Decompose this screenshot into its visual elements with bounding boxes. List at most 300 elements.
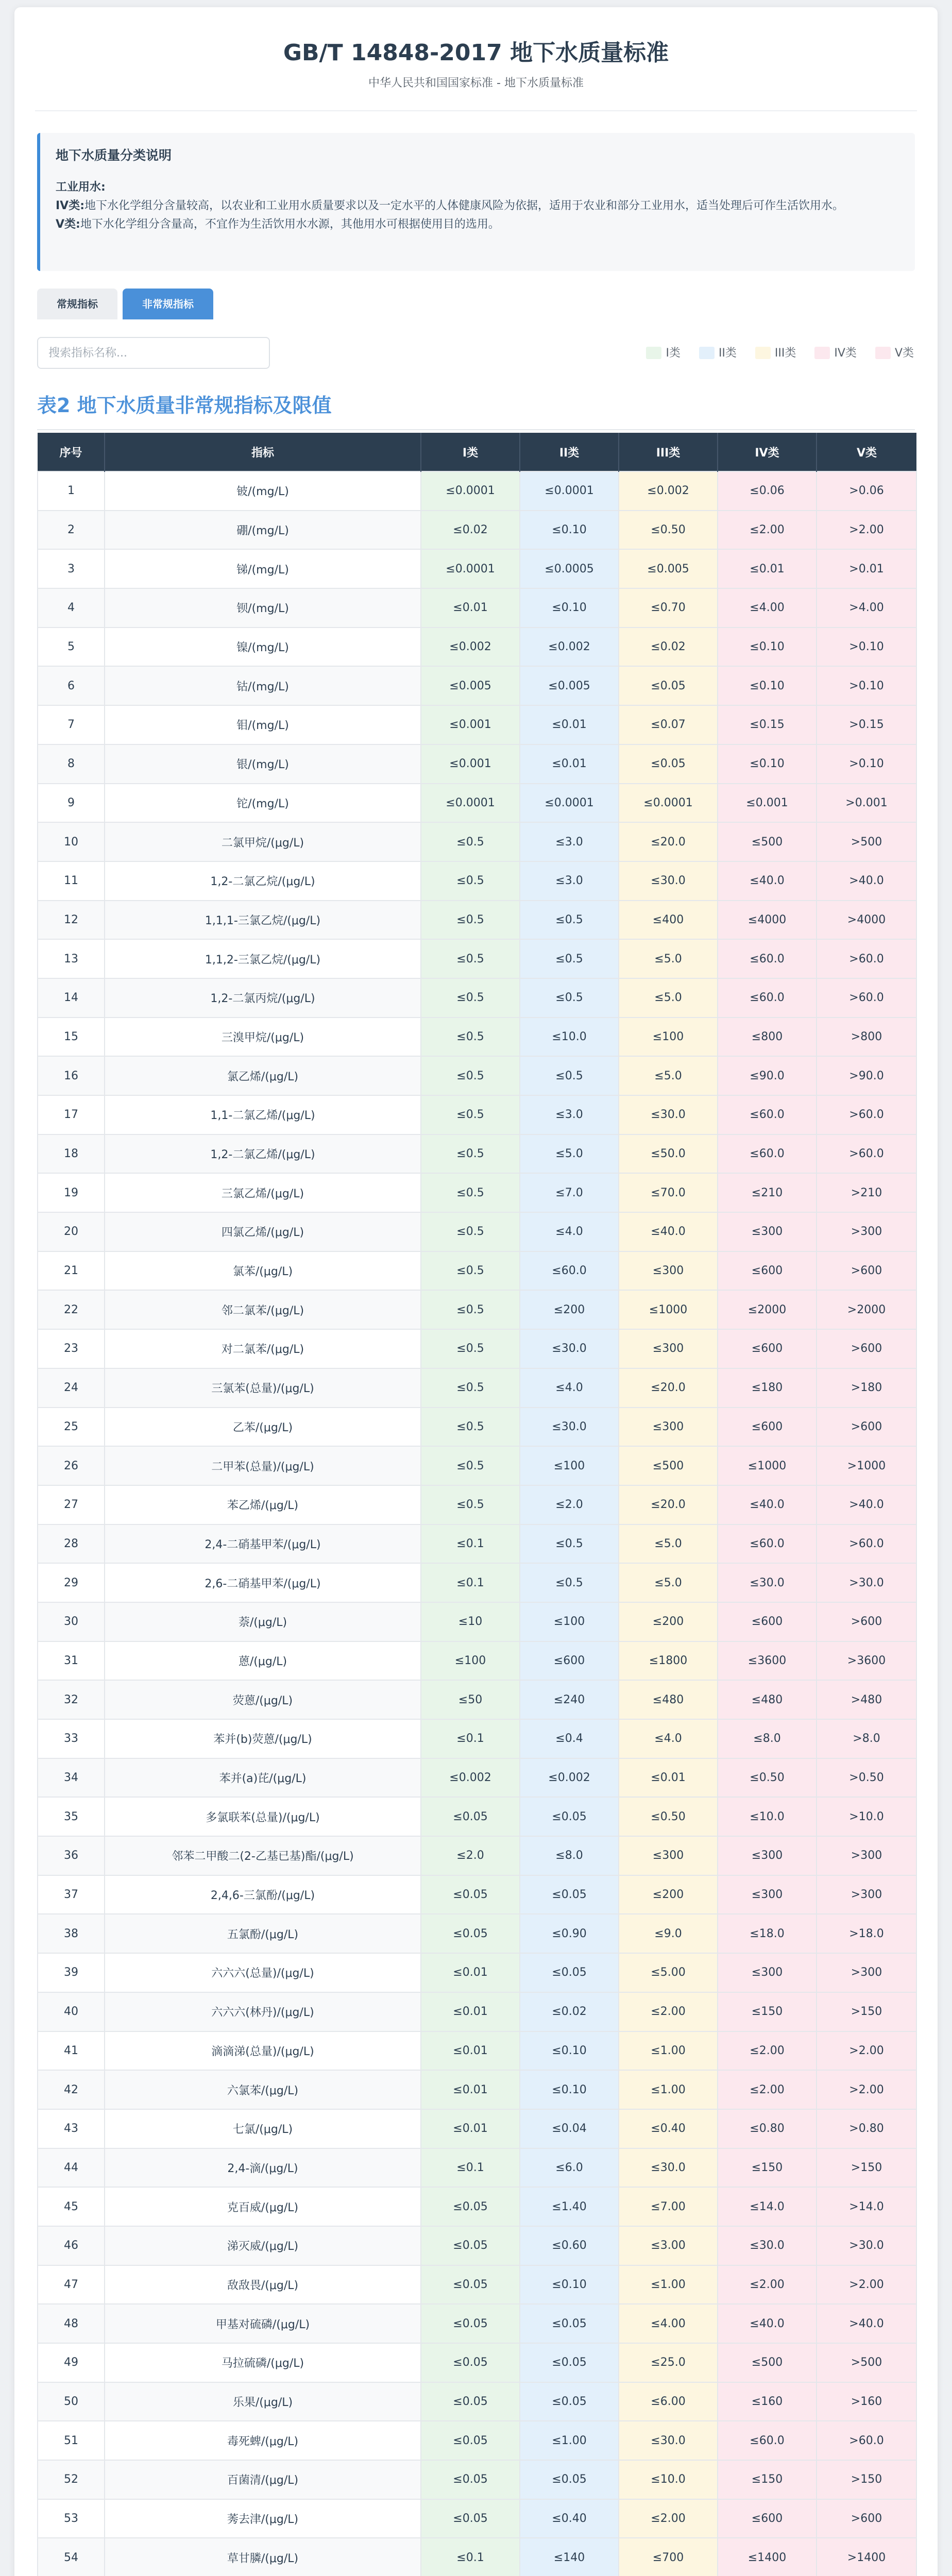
table-cell: ≤300: [619, 1329, 718, 1368]
table-cell: ≤1.00: [619, 2031, 718, 2071]
table-cell: ≤0.5: [421, 1485, 520, 1524]
table-cell: ≤20.0: [619, 1485, 718, 1524]
table-row: [38, 978, 916, 1018]
table-row: [38, 744, 916, 784]
notice-title: 地下水质量分类说明: [56, 148, 172, 163]
table-cell: >60.0: [817, 978, 916, 1018]
notice-line-industrial: [56, 178, 900, 197]
table-cell: ≤0.05: [520, 2304, 619, 2343]
table-cell: ≤60.0: [718, 939, 817, 978]
table-cell: 39: [38, 1953, 105, 1992]
table-row: [38, 2031, 916, 2071]
table-row: [38, 2499, 916, 2538]
table-cell: ≤0.70: [619, 588, 718, 628]
table-cell: ≤0.02: [421, 511, 520, 550]
table-cell: ≤3.00: [619, 2226, 718, 2265]
table-cell: ≤240: [520, 1680, 619, 1719]
notice-line-class-v: [56, 215, 900, 234]
table-cell: ≤30.0: [619, 2148, 718, 2188]
table-cell: 52: [38, 2460, 105, 2499]
table-cell: ≤10: [421, 1602, 520, 1641]
table-row: [38, 1563, 916, 1602]
table-cell: >160: [817, 2382, 916, 2421]
table-cell: ≤0.05: [421, 1914, 520, 1953]
table-cell: ≤2.0: [520, 1485, 619, 1524]
table-cell: >30.0: [817, 1563, 916, 1602]
table-cell: ≤40.0: [718, 861, 817, 901]
table-cell: 29: [38, 1563, 105, 1602]
table-cell: >150: [817, 1992, 916, 2031]
table-cell: 11: [38, 861, 105, 901]
table-cell: ≤0.5: [421, 1290, 520, 1329]
table-cell: 5: [38, 628, 105, 667]
table-row: [38, 471, 916, 511]
table-cell: ≤60.0: [718, 978, 817, 1018]
table-row: [38, 861, 916, 901]
table-cell: ≤0.10: [520, 2265, 619, 2304]
table-row: [38, 1914, 916, 1953]
table-cell: 对二氯苯/(μg/L): [105, 1329, 421, 1368]
table-cell: ≤30.0: [718, 2226, 817, 2265]
table-cell: ≤4.00: [718, 588, 817, 628]
table-row: [38, 2226, 916, 2265]
table-cell: 三氯乙烯/(μg/L): [105, 1173, 421, 1212]
table-cell: >600: [817, 1251, 916, 1291]
table-cell: 莠去津/(μg/L): [105, 2499, 421, 2538]
table-cell: >40.0: [817, 1485, 916, 1524]
table-cell: ≤0.002: [520, 628, 619, 667]
table-cell: ≤0.02: [520, 1992, 619, 2031]
table-row: [38, 2538, 916, 2576]
table-cell: ≤5.0: [619, 978, 718, 1018]
table-cell: ≤0.5: [421, 1446, 520, 1485]
table-cell: ≤0.05: [421, 1875, 520, 1914]
table-cell: ≤0.5: [421, 822, 520, 861]
table-cell: ≤500: [718, 822, 817, 861]
table-cell: >480: [817, 1680, 916, 1719]
table-cell: 26: [38, 1446, 105, 1485]
table-cell: ≤0.05: [421, 2382, 520, 2421]
table-row: [38, 1875, 916, 1914]
table-cell: 32: [38, 1680, 105, 1719]
table-cell: ≤0.5: [421, 1329, 520, 1368]
table-cell: ≤100: [619, 1018, 718, 1057]
legend-swatch: [875, 347, 891, 359]
table-cell: >2.00: [817, 511, 916, 550]
table-row: [38, 1446, 916, 1485]
main-card: [14, 7, 938, 2576]
table-cell: 51: [38, 2421, 105, 2460]
table-cell: >600: [817, 2499, 916, 2538]
table-cell: 三氯苯(总量)/(μg/L): [105, 1368, 421, 1408]
table-cell: >2000: [817, 1290, 916, 1329]
table-cell: ≤150: [718, 2148, 817, 2188]
table-row: [38, 2109, 916, 2148]
table-row: [38, 1836, 916, 1875]
table-cell: ≤0.5: [421, 978, 520, 1018]
table-cell: ≤1000: [718, 1446, 817, 1485]
table-cell: ≤600: [718, 2499, 817, 2538]
table-cell: ≤0.10: [520, 511, 619, 550]
table-cell: ≤0.0001: [520, 784, 619, 823]
table-cell: ≤0.5: [421, 1056, 520, 1095]
table-cell: 克百威/(μg/L): [105, 2187, 421, 2226]
table-cell: ≤6.00: [619, 2382, 718, 2421]
table-cell: ≤14.0: [718, 2187, 817, 2226]
table-row: [38, 705, 916, 744]
table-cell: ≤0.90: [520, 1914, 619, 1953]
notice-text: 地下水化学组分含量高，不宜作为生活饮用水水源，其他用水可根据使用目的选用。: [80, 218, 500, 231]
table-cell: ≤0.10: [520, 2031, 619, 2071]
table-cell: 28: [38, 1524, 105, 1564]
table-cell: ≤0.01: [619, 1758, 718, 1798]
notice-label: IV类:: [56, 199, 85, 212]
tab-conventional[interactable]: 常规指标: [37, 289, 117, 319]
table-cell: 草甘膦/(μg/L): [105, 2538, 421, 2576]
table-cell: ≤40.0: [718, 2304, 817, 2343]
table-cell: ≤2.00: [718, 2031, 817, 2071]
table-header-row: [38, 433, 916, 471]
table-row: [38, 1212, 916, 1251]
table-cell: 3: [38, 549, 105, 588]
table-cell: 多氯联苯(总量)/(μg/L): [105, 1797, 421, 1836]
table-cell: ≤2.00: [718, 2070, 817, 2109]
table-cell: ≤5.0: [619, 939, 718, 978]
table-cell: ≤0.5: [421, 1212, 520, 1251]
table-cell: >300: [817, 1836, 916, 1875]
table-row: [38, 1173, 916, 1212]
table-cell: ≤300: [718, 1212, 817, 1251]
table-cell: ≤5.0: [619, 1563, 718, 1602]
search-input[interactable]: [37, 337, 270, 369]
table-cell: ≤0.01: [421, 1953, 520, 1992]
table-cell: ≤5.00: [619, 1953, 718, 1992]
table-cell: ≤600: [718, 1602, 817, 1641]
legend-item: [646, 342, 681, 365]
table-cell: ≤0.05: [421, 2304, 520, 2343]
legend: [627, 342, 914, 365]
table-cell: 17: [38, 1095, 105, 1134]
table-row: [38, 1056, 916, 1095]
table-row: [38, 1797, 916, 1836]
table-cell: ≤0.01: [421, 2070, 520, 2109]
table-cell: 24: [38, 1368, 105, 1408]
table-row: [38, 1641, 916, 1681]
table-cell: 苯并(b)荧蒽/(μg/L): [105, 1719, 421, 1758]
table-cell: 43: [38, 2109, 105, 2148]
table-cell: ≤500: [718, 2343, 817, 2382]
table-cell: ≤40.0: [718, 1485, 817, 1524]
table-cell: ≤1.40: [520, 2187, 619, 2226]
table-cell: ≤0.002: [619, 471, 718, 511]
table-cell: 30: [38, 1602, 105, 1641]
table-cell: ≤30.0: [520, 1408, 619, 1447]
table-cell: ≤0.0001: [619, 784, 718, 823]
table-cell: ≤0.05: [421, 1797, 520, 1836]
table-cell: ≤4.00: [619, 2304, 718, 2343]
table-cell: ≤0.01: [421, 2109, 520, 2148]
tab-non-conventional[interactable]: 非常规指标: [123, 289, 213, 319]
table-cell: ≤2.00: [619, 1992, 718, 2031]
table-cell: ≤1000: [619, 1290, 718, 1329]
table-cell: 敌敌畏/(μg/L): [105, 2265, 421, 2304]
table-cell: 2,6-二硝基甲苯/(μg/L): [105, 1563, 421, 1602]
table-row: [38, 1485, 916, 1524]
table-cell: ≤0.05: [520, 2382, 619, 2421]
table-cell: ≤0.01: [718, 549, 817, 588]
table-cell: ≤0.5: [421, 1408, 520, 1447]
table-cell: >14.0: [817, 2187, 916, 2226]
table-row: [38, 549, 916, 588]
table-cell: ≤2.00: [718, 511, 817, 550]
table-cell: ≤300: [718, 1836, 817, 1875]
table-cell: 银/(mg/L): [105, 744, 421, 784]
table-cell: >0.10: [817, 628, 916, 667]
table-cell: >40.0: [817, 861, 916, 901]
table-cell: ≤8.0: [718, 1719, 817, 1758]
table-cell: >40.0: [817, 2304, 916, 2343]
table-cell: ≤0.10: [718, 628, 817, 667]
table-cell: 乐果/(μg/L): [105, 2382, 421, 2421]
table-cell: ≤0.05: [520, 2460, 619, 2499]
table-cell: ≤50.0: [619, 1134, 718, 1174]
table-cell: ≤0.5: [520, 901, 619, 940]
table-cell: 35: [38, 1797, 105, 1836]
table-cell: ≤0.01: [520, 705, 619, 744]
table-cell: 三溴甲烷/(μg/L): [105, 1018, 421, 1057]
table-cell: ≤0.002: [520, 1758, 619, 1798]
table-cell: 44: [38, 2148, 105, 2188]
table-cell: 48: [38, 2304, 105, 2343]
table-cell: 四氯乙烯/(μg/L): [105, 1212, 421, 1251]
section-title: 表2 地下水质量非常规指标及限值: [37, 389, 915, 430]
table-cell: 37: [38, 1875, 105, 1914]
table-cell: ≤0.05: [520, 1875, 619, 1914]
table-cell: ≤2.00: [619, 2499, 718, 2538]
table-cell: 甲基对硫磷/(μg/L): [105, 2304, 421, 2343]
table-cell: ≤100: [520, 1602, 619, 1641]
page-title: GB/T 14848-2017 地下水质量标准: [283, 40, 669, 66]
table-cell: ≤20.0: [619, 1368, 718, 1408]
table-cell: >500: [817, 2343, 916, 2382]
table-cell: >3600: [817, 1641, 916, 1681]
table-cell: 2: [38, 511, 105, 550]
column-header: 序号: [38, 433, 105, 471]
table-cell: ≤0.05: [520, 1797, 619, 1836]
table-row: [38, 1992, 916, 2031]
table-cell: ≤0.1: [421, 2148, 520, 2188]
table-cell: ≤2.00: [718, 2265, 817, 2304]
table-cell: 7: [38, 705, 105, 744]
table-cell: >8.0: [817, 1719, 916, 1758]
table-cell: ≤200: [520, 1290, 619, 1329]
table-cell: ≤2000: [718, 1290, 817, 1329]
table-cell: ≤180: [718, 1368, 817, 1408]
table-row: [38, 511, 916, 550]
table-cell: 七氯/(μg/L): [105, 2109, 421, 2148]
table-cell: ≤0.5: [421, 1251, 520, 1291]
table-row: [38, 1524, 916, 1564]
table-cell: ≤0.05: [421, 2226, 520, 2265]
table-cell: 47: [38, 2265, 105, 2304]
table-row: [38, 939, 916, 978]
table-row: [38, 628, 916, 667]
table-cell: 40: [38, 1992, 105, 2031]
table-cell: 18: [38, 1134, 105, 1174]
table-cell: 54: [38, 2538, 105, 2576]
table-row: [38, 1408, 916, 1447]
notice-label: 工业用水:: [56, 181, 106, 194]
table-cell: 2,4,6-三氯酚/(μg/L): [105, 1875, 421, 1914]
table-cell: ≤90.0: [718, 1056, 817, 1095]
table-cell: ≤0.05: [619, 666, 718, 705]
table-row: [38, 666, 916, 705]
table-row: [38, 2343, 916, 2382]
table-cell: ≤600: [718, 1329, 817, 1368]
table-cell: ≤4.0: [520, 1212, 619, 1251]
table-cell: ≤480: [619, 1680, 718, 1719]
table-cell: ≤2.0: [421, 1836, 520, 1875]
table-cell: 8: [38, 744, 105, 784]
table-cell: ≤0.001: [421, 705, 520, 744]
table-cell: 六氯苯/(μg/L): [105, 2070, 421, 2109]
table-cell: ≤30.0: [619, 1095, 718, 1134]
table-cell: ≤4000: [718, 901, 817, 940]
table-cell: ≤0.50: [619, 1797, 718, 1836]
table-cell: ≤10.0: [520, 1018, 619, 1057]
table-cell: ≤0.15: [718, 705, 817, 744]
table-cell: >300: [817, 1875, 916, 1914]
table-cell: ≤0.0005: [520, 549, 619, 588]
table-cell: ≤0.001: [421, 744, 520, 784]
table-cell: ≤0.0001: [520, 471, 619, 511]
table-cell: ≤0.5: [520, 1056, 619, 1095]
table-cell: >30.0: [817, 2226, 916, 2265]
table-cell: ≤60.0: [718, 1095, 817, 1134]
table-row: [38, 1290, 916, 1329]
table-cell: >180: [817, 1368, 916, 1408]
table-cell: ≤0.0001: [421, 471, 520, 511]
table-cell: 百菌清/(μg/L): [105, 2460, 421, 2499]
table-cell: ≤0.80: [718, 2109, 817, 2148]
table-cell: ≤18.0: [718, 1914, 817, 1953]
table-row: [38, 2421, 916, 2460]
table-cell: ≤480: [718, 1680, 817, 1719]
column-header: 指标: [105, 433, 421, 471]
table-cell: ≤5.0: [520, 1134, 619, 1174]
table-cell: >600: [817, 1602, 916, 1641]
table-cell: ≤0.5: [421, 939, 520, 978]
legend-item: [699, 342, 737, 365]
table-cell: ≤0.1: [421, 1524, 520, 1564]
table-cell: 31: [38, 1641, 105, 1681]
table-cell: ≤210: [718, 1173, 817, 1212]
table-cell: >0.01: [817, 549, 916, 588]
table-cell: 9: [38, 784, 105, 823]
legend-item: [875, 342, 914, 365]
table-cell: ≤0.01: [421, 2031, 520, 2071]
table-cell: >60.0: [817, 939, 916, 978]
table-cell: 1,1-二氯乙烯/(μg/L): [105, 1095, 421, 1134]
table-cell: ≤0.05: [421, 2499, 520, 2538]
table-cell: ≤0.50: [718, 1758, 817, 1798]
table-cell: 2,4-二硝基甲苯/(μg/L): [105, 1524, 421, 1564]
column-header: V类: [817, 433, 916, 471]
table-row: [38, 1134, 916, 1174]
table-cell: ≤7.00: [619, 2187, 718, 2226]
table-cell: ≤300: [718, 1875, 817, 1914]
table-cell: ≤60.0: [718, 2421, 817, 2460]
table-cell: 硼/(mg/L): [105, 511, 421, 550]
table-cell: ≤0.5: [421, 1173, 520, 1212]
table-cell: ≤6.0: [520, 2148, 619, 2188]
table-cell: 六六六(总量)/(μg/L): [105, 1953, 421, 1992]
notice-label: V类:: [56, 218, 80, 231]
table-cell: >0.10: [817, 666, 916, 705]
table-cell: ≤0.60: [520, 2226, 619, 2265]
table-cell: ≤0.01: [520, 744, 619, 784]
table-cell: ≤0.1: [421, 2538, 520, 2576]
table-cell: ≤30.0: [718, 1563, 817, 1602]
table-cell: ≤1.00: [619, 2265, 718, 2304]
table-cell: ≤3.0: [520, 1095, 619, 1134]
table-cell: 19: [38, 1173, 105, 1212]
legend-swatch: [646, 347, 661, 359]
table-cell: 涕灭威/(μg/L): [105, 2226, 421, 2265]
table-cell: 毒死蜱/(μg/L): [105, 2421, 421, 2460]
table-cell: ≤500: [619, 1446, 718, 1485]
table-cell: ≤0.06: [718, 471, 817, 511]
table-cell: ≤600: [520, 1641, 619, 1681]
table-cell: 二氯甲烷/(μg/L): [105, 822, 421, 861]
table-row: [38, 784, 916, 823]
legend-label: III类: [774, 347, 796, 360]
table-row: [38, 822, 916, 861]
table-cell: ≤700: [619, 2538, 718, 2576]
table-cell: ≤0.4: [520, 1719, 619, 1758]
table-cell: ≤300: [718, 1953, 817, 1992]
table-row: [38, 2070, 916, 2109]
table-cell: 23: [38, 1329, 105, 1368]
table-row: [38, 1251, 916, 1291]
table-cell: 4: [38, 588, 105, 628]
table-cell: ≤0.5: [421, 1134, 520, 1174]
table-cell: ≤0.5: [520, 939, 619, 978]
table-cell: ≤0.05: [520, 1953, 619, 1992]
table-cell: 铊/(mg/L): [105, 784, 421, 823]
table-cell: ≤25.0: [619, 2343, 718, 2382]
legend-item: [755, 342, 796, 365]
legend-swatch: [755, 347, 771, 359]
table-cell: ≤0.07: [619, 705, 718, 744]
table-cell: >10.0: [817, 1797, 916, 1836]
standards-table: [37, 433, 917, 2576]
table-cell: >60.0: [817, 1134, 916, 1174]
table-cell: ≤3.0: [520, 861, 619, 901]
table-cell: 22: [38, 1290, 105, 1329]
table-cell: >800: [817, 1018, 916, 1057]
table-cell: 邻苯二甲酸二(2-乙基已基)酯/(μg/L): [105, 1836, 421, 1875]
table-row: [38, 2460, 916, 2499]
table-cell: ≤0.5: [520, 978, 619, 1018]
table-cell: ≤0.05: [421, 2421, 520, 2460]
table-row: [38, 1018, 916, 1057]
table-row: [38, 1329, 916, 1368]
column-header: II类: [520, 433, 619, 471]
table-cell: ≤0.001: [718, 784, 817, 823]
table-cell: ≤0.002: [421, 628, 520, 667]
table-cell: 钡/(mg/L): [105, 588, 421, 628]
